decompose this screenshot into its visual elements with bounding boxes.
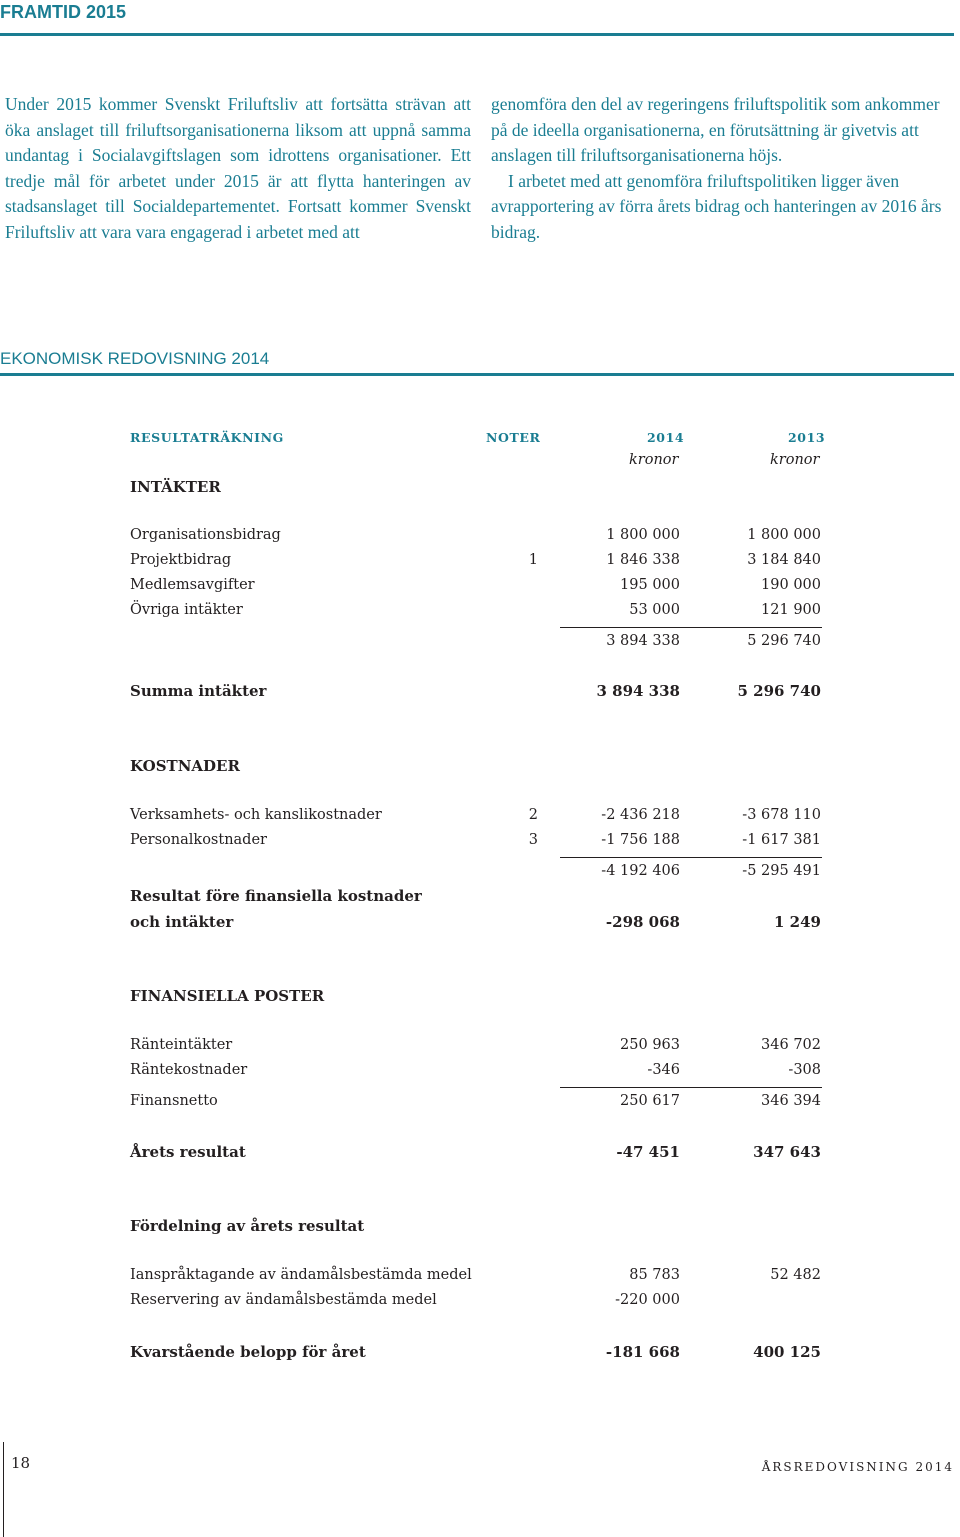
table-row: Organisationsbidrag 1 800 000 1 800 000 xyxy=(130,527,821,543)
summa-intakter-row: Summa intäkter 3 894 338 5 296 740 xyxy=(130,682,821,700)
table-row: Ianspråktagande av ändamålsbestämda medel 85 783 52 482 xyxy=(130,1267,821,1283)
year-2013-header: 2013 xyxy=(788,430,826,445)
intro-left-text: Under 2015 kommer Svenskt Friluftsliv att fortsätta strävan att öka anslaget till friluftsorganisationerna liksom att uppnå samma undantag i Socialavgiftslagen som idrottens organisationer. Ett tredje mål för arbetet under 2015 är att flytta hanteringen av stadsanslaget till Socialdepartementet. Fortsatt kommer Svenskt Friluftsliv att vara vara engagerad i arbetet med att xyxy=(5,94,471,242)
resultat-fore-finansiella-row: och intäkter -298 068 1 249 xyxy=(130,913,821,931)
kvarstaende-row: Kvarstående belopp för året -181 668 400 125 xyxy=(130,1343,821,1361)
page-number: 18 xyxy=(11,1454,31,1472)
subtotal-rule xyxy=(560,627,822,628)
header-rule xyxy=(0,33,954,36)
table-label: RESULTATRÄKNING xyxy=(130,430,284,445)
table-row: Övriga intäkter 53 000 121 900 xyxy=(130,602,821,618)
page-header: FRAMTID 2015 xyxy=(0,2,127,22)
arets-resultat-row: Årets resultat -47 451 347 643 xyxy=(130,1143,821,1161)
kostnader-subtotal-row: -4 192 406 -5 295 491 xyxy=(601,863,821,879)
table-row: Verksamhets- och kanslikostnader 2 -2 436 218 -3 678 110 xyxy=(130,807,821,823)
table-row: Projektbidrag 1 1 846 338 3 184 840 xyxy=(130,552,821,568)
table-row: Räntekostnader -346 -308 xyxy=(130,1062,821,1078)
document-title: ÅRSREDOVISNING 2014 xyxy=(761,1460,954,1474)
subtotal-rule xyxy=(560,857,822,858)
unit-2014: kronor xyxy=(629,452,679,468)
intro-right-para-2: I arbetet med att genomföra friluftspolitiken ligger även avrapportering av förra årets bidrag och hanteringen av 2016 års bidrag. xyxy=(491,170,942,242)
table-row: Reservering av ändamålsbestämda medel -220 000 xyxy=(130,1292,680,1308)
resultat-label-row: Resultat före finansiella kostnader xyxy=(130,887,422,905)
fordelning-heading: Fördelning av årets resultat xyxy=(130,1217,365,1235)
footer-vertical-rule xyxy=(3,1442,4,1537)
section-title: EKONOMISK REDOVISNING 2014 xyxy=(0,349,270,368)
intro-right-column xyxy=(491,92,951,245)
kostnader-heading: KOSTNADER xyxy=(130,757,240,775)
table-row: Personalkostnader 3 -1 756 188 -1 617 381 xyxy=(130,832,821,848)
section-rule xyxy=(0,373,954,376)
intro-left-column xyxy=(5,92,471,245)
finansnetto-row: Finansnetto 250 617 346 394 xyxy=(130,1093,821,1109)
table-row: Ränteintäkter 250 963 346 702 xyxy=(130,1037,821,1053)
unit-2013: kronor xyxy=(770,452,820,468)
year-2014-header: 2014 xyxy=(647,430,685,445)
finansiella-heading: FINANSIELLA POSTER xyxy=(130,987,325,1005)
intro-right-para-1: genomföra den del av regeringens friluftspolitik som ankommer på de ideella organisationerna, en förutsättning är givetvis att anslagen till friluftsorganisationerna höjs. xyxy=(491,94,940,165)
notes-header: NOTER xyxy=(486,430,541,445)
subtotal-rule xyxy=(560,1087,822,1088)
table-row: Medlemsavgifter 195 000 190 000 xyxy=(130,577,821,593)
intakter-heading: INTÄKTER xyxy=(130,478,221,496)
intakter-subtotal-row: 3 894 338 5 296 740 xyxy=(606,633,821,649)
